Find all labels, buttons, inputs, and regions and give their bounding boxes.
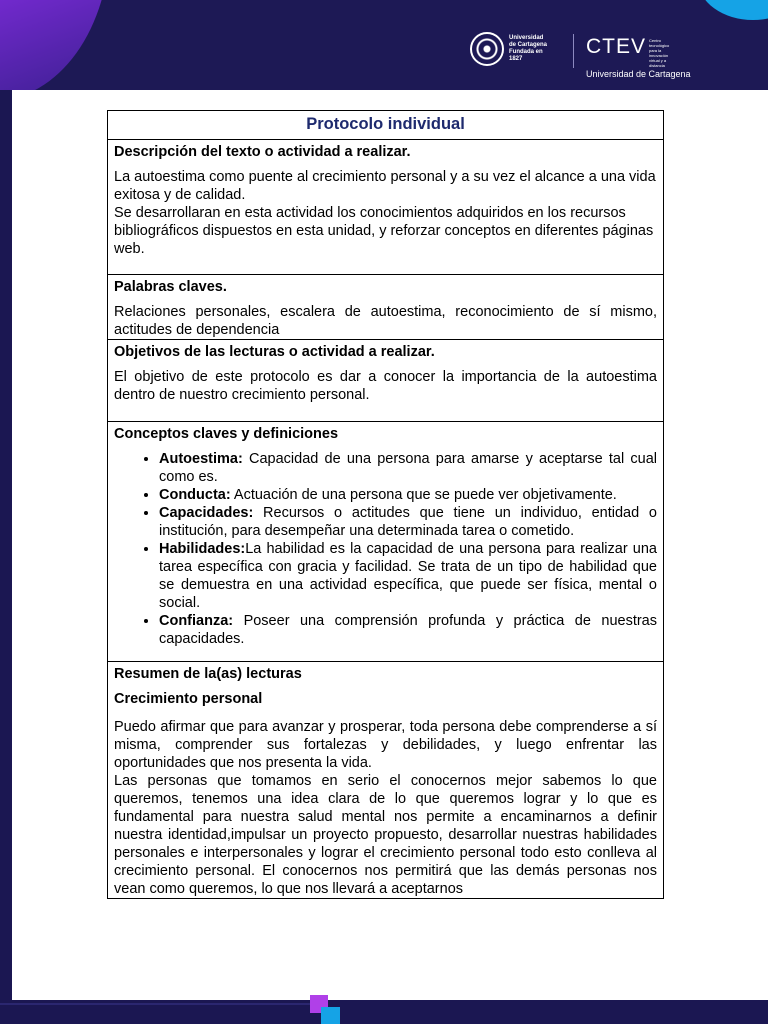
universidad-de-cartagena-logo <box>470 32 554 66</box>
concept-term: Conducta: <box>159 487 231 503</box>
concept-term: Autoestima: <box>159 451 243 467</box>
keywords-text: Relaciones personales, escalera de autoestima, reconocimiento de sí mismo, actitudes de dependencia <box>114 304 657 338</box>
decorative-purple-arc <box>0 0 110 90</box>
concepts-heading: Conceptos claves y definiciones <box>114 426 339 442</box>
decorative-cyan-square <box>321 1007 340 1024</box>
document-title: Protocolo individual <box>306 115 465 133</box>
concept-definition: Poseer una comprensión profunda y práctica de nuestras capacidades. <box>159 613 657 647</box>
logo-divider <box>573 34 574 68</box>
footer-line <box>0 1003 320 1005</box>
concept-definition: Capacidad de una persona para amarse y aceptarse tal cual como es. <box>159 451 657 485</box>
concepts-row <box>108 422 664 662</box>
udc-logo-text: Universidad de Cartagena Fundada en 1827 <box>509 35 548 62</box>
decorative-cyan-arc <box>698 0 768 20</box>
summary-paragraph: Las personas que tomamos en serio el conocernos mejor sabemos lo que queremos, tenemos una idea clara de lo que queremos lograr y lo que es fundamental para nuestra salud mental nos permite a encaminarnos a definir nuestra identidad,impulsar un proyecto propuesto, desarrollar nuestras habilidades personales e interpersonales y lograr el crecimiento personal todo esto conlleva al crecimiento personal. El conocernos nos permitirá que las demás personas nos vean como queremos, lo que nos llevará a aceptarnos <box>114 773 657 897</box>
keywords-row <box>108 275 664 340</box>
concepts-list <box>114 450 657 648</box>
concept-item <box>159 450 657 486</box>
summary-paragraph: Puedo afirmar que para avanzar y prosperar, toda persona debe comprenderse a sí misma, comprender sus fortalezas y debilidades, y luego enfrentar las oportunidades que nos presenta la vida. <box>114 719 657 771</box>
ctev-wordmark: CTEV <box>586 35 647 58</box>
concept-term: Capacidades: <box>159 505 254 521</box>
university-seal-icon <box>470 32 504 66</box>
ctev-subtitle: Universidad de Cartagena <box>586 69 691 79</box>
objectives-cell <box>108 340 664 422</box>
objectives-heading: Objetivos de las lecturas o actividad a realizar. <box>114 344 435 360</box>
summary-cell <box>108 662 664 899</box>
description-row <box>108 140 664 275</box>
description-paragraph: La autoestima como puente al crecimiento personal y a su vez el alcance a una vida exitosa y de calidad. <box>114 169 656 203</box>
concept-item <box>159 612 657 648</box>
objectives-row <box>108 340 664 422</box>
concept-definition: Recursos o actitudes que tiene un individuo, entidad o institución, para desempeñar una determinada tarea o cometido. <box>159 505 657 539</box>
description-paragraph: Se desarrollaran en esta actividad los conocimientos adquiridos en los recursos bibliográficos dispuestos en esta unidad, y reforzar conceptos en diferentes páginas web. <box>114 205 654 257</box>
concept-item <box>159 540 657 612</box>
summary-subheading: Crecimiento personal <box>114 691 263 707</box>
protocol-table <box>107 110 664 899</box>
concept-term: Confianza: <box>159 613 234 629</box>
title-cell <box>108 111 664 140</box>
summary-row <box>108 662 664 899</box>
document-page <box>12 90 768 1000</box>
concept-item <box>159 504 657 540</box>
keywords-heading: Palabras claves. <box>114 279 227 295</box>
concept-definition: Actuación de una persona que se puede ver objetivamente. <box>230 487 617 503</box>
concept-term: Habilidades: <box>159 541 246 557</box>
concepts-cell <box>108 422 664 662</box>
description-cell <box>108 140 664 275</box>
ctev-logo <box>586 36 691 80</box>
title-row <box>108 111 664 140</box>
ctev-tagline: Centro tecnológico para la innovación virtual y a distancia <box>649 38 670 68</box>
concept-definition: La habilidad es la capacidad de una persona para realizar una tarea específica con gracia y facilidad. Se trata de un tipo de habilidad que se demuestra en una actividad específica, que puede ser física, mental o social. <box>159 541 657 611</box>
keywords-cell <box>108 275 664 340</box>
summary-heading: Resumen de la(as) lecturas <box>114 666 302 682</box>
concept-item <box>159 486 657 504</box>
header-banner <box>0 0 768 90</box>
objectives-text: El objetivo de este protocolo es dar a conocer la importancia de la autoestima dentro de nuestro crecimiento personal. <box>114 369 657 403</box>
description-heading: Descripción del texto o actividad a realizar. <box>114 144 411 160</box>
